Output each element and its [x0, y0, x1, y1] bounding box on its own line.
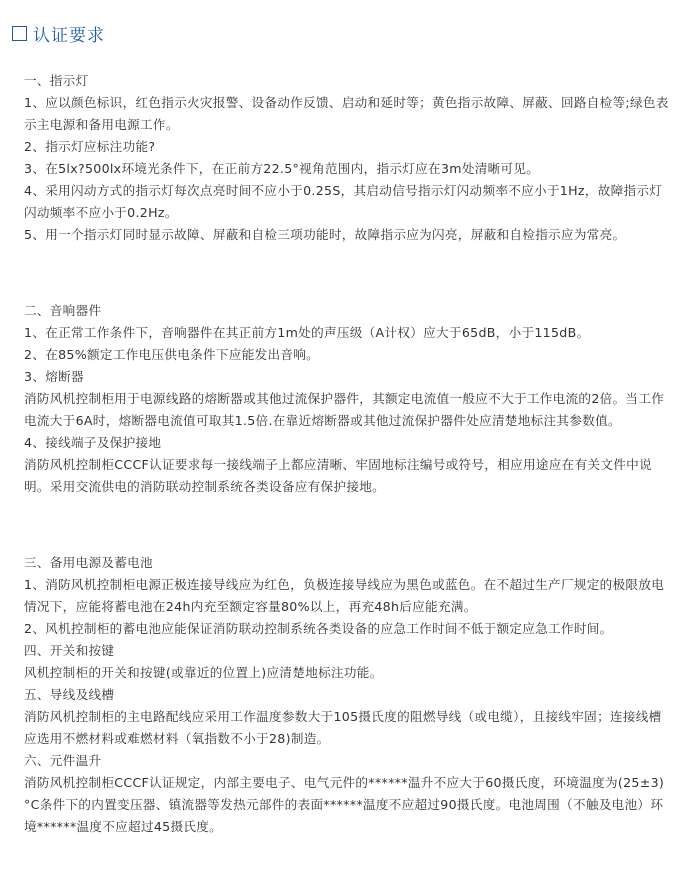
- document-body: [24, 70, 674, 838]
- paragraph: 一、指示灯: [24, 73, 89, 88]
- paragraph: 三、备用电源及蓄电池: [24, 555, 153, 570]
- paragraph: 5、用一个指示灯同时显示故障、屏蔽和自检三项功能时，故障指示应为闪亮，屏蔽和自检指示应为常亮。: [24, 227, 626, 242]
- paragraph: 2、在85%额定工作电压供电条件下应能发出音响。: [24, 347, 320, 362]
- paragraph: 消防风机控制柜CCCF认证规定，内部主要电子、电气元件的******温升不应大于60摄氏度，环境温度为(25±3)°C条件下的内置变压器、镇流器等发热元部件的表面******温度不应超过90摄氏度。电池周围（不触及电池）环境******温度不应超过45摄氏度。: [24, 775, 665, 834]
- checkbox-icon: [12, 26, 27, 41]
- section-indicator-lights: [24, 70, 674, 246]
- section-audio-devices: [24, 300, 674, 498]
- paragraph: 消防风机控制柜用于电源线路的熔断器或其他过流保护器件，其额定电流值一般应不大于工作电流的2倍。当工作电流大于6A时，熔断器电流值可取其1.5倍.在靠近熔断器或其他过流保护器件处应清楚地标注其参数值。: [24, 391, 665, 428]
- paragraph: 风机控制柜的开关和按键(或靠近的位置上)应清楚地标注功能。: [24, 665, 383, 680]
- paragraph: 2、指示灯应标注功能?: [24, 139, 156, 154]
- paragraph: 四、开关和按键: [24, 643, 115, 658]
- paragraph: 消防风机控制柜的主电路配线应采用工作温度参数大于105摄氏度的阻燃导线（或电缆），且接线牢固；连接线槽应选用不燃材料或难燃材料（氧指数不小于28)制造。: [24, 709, 662, 746]
- section-header: [12, 21, 105, 46]
- page-title: 认证要求: [33, 26, 105, 46]
- paragraph: 4、采用闪动方式的指示灯每次点亮时间不应小于0.25S，其启动信号指示灯闪动频率不应小于1Hz，故障指示灯闪动频率不应小于0.2Hz。: [24, 183, 663, 220]
- paragraph: 六、元件温升: [24, 753, 102, 768]
- paragraph: 1、在正常工作条件下，音响器件在其正前方1m处的声压级（A计权）应大于65dB，小于115dB。: [24, 325, 590, 340]
- paragraph: 3、在5lx?500lx环境光条件下，在正前方22.5°视角范围内，指示灯应在3m处清晰可见。: [24, 161, 540, 176]
- paragraph: 4、接线端子及保护接地: [24, 435, 162, 450]
- paragraph: 2、风机控制柜的蓄电池应能保证消防联动控制系统各类设备的应急工作时间不低于额定应急工作时间。: [24, 621, 613, 636]
- paragraph: 消防风机控制柜CCCF认证要求每一接线端子上都应清晰、牢固地标注编号或符号，相应用途应在有关文件中说明。采用交流供电的消防联动控制系统各类设备应有保护接地。: [24, 457, 652, 494]
- paragraph: 1、消防风机控制柜电源正极连接导线应为红色，负极连接导线应为黑色或蓝色。在不超过生产厂规定的极限放电情况下，应能将蓄电池在24h内充至额定容量80%以上，再充48h后应能充满。: [24, 577, 665, 614]
- paragraph: 3、熔断器: [24, 369, 84, 384]
- paragraph: 二、音响器件: [24, 303, 102, 318]
- section-backup-power: [24, 552, 674, 838]
- paragraph: 五、导线及线槽: [24, 687, 115, 702]
- paragraph: 1、应以颜色标识，红色指示火灾报警、设备动作反馈、启动和延时等；黄色指示故障、屏蔽、回路自检等;绿色表示主电源和备用电源工作。: [24, 95, 669, 132]
